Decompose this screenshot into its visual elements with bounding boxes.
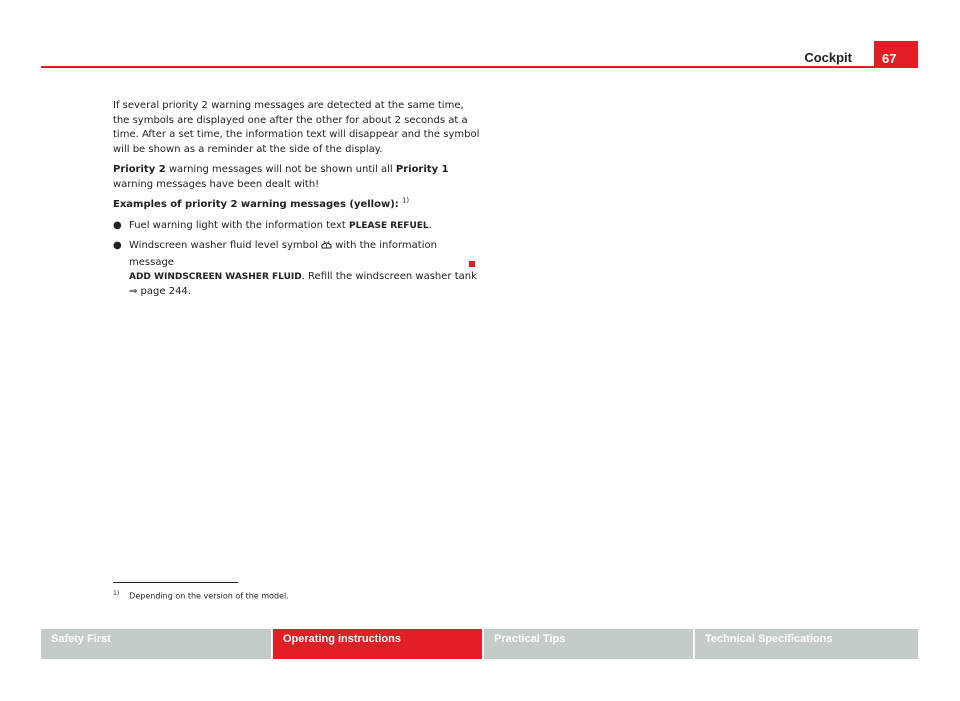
header-rule — [41, 66, 918, 68]
bullet-icon: ● — [113, 219, 122, 231]
washer-fluid-text-end: . Refill the windscreen washer tank — [301, 271, 477, 282]
footnote — [113, 590, 289, 601]
washer-fluid-text: Windscreen washer fluid level symbol — [129, 240, 322, 251]
please-refuel-message: PLEASE REFUEL — [349, 220, 429, 231]
main-content — [113, 99, 481, 305]
list-item-fuel-warning — [113, 219, 481, 234]
page-title: Cockpit — [804, 50, 852, 65]
washer-fluid-text-mid: with the information message — [129, 240, 437, 268]
footnote-text: Depending on the version of the model. — [129, 591, 289, 601]
nav-tab-practical-tips[interactable]: Practical Tips — [484, 629, 693, 659]
examples-heading — [113, 198, 481, 213]
footnote-reference[interactable]: 1) — [401, 196, 410, 205]
paragraph-priority-order — [113, 163, 481, 192]
footnote-rule — [113, 582, 238, 583]
nav-tab-operating-instructions[interactable]: Operating instructions — [273, 629, 482, 659]
section-end-marker — [469, 261, 475, 267]
fuel-warning-text: Fuel warning light with the information text — [129, 219, 350, 231]
fuel-warning-end: . — [428, 219, 432, 231]
bullet-icon: ● — [113, 240, 122, 251]
paragraph-priority-2-display: If several priority 2 warning messages are detected at the same time, the symbols are displayed one after the other for about 2 seconds at a time. After a set time, the information text will disappear and the symbol will be shown as a reminder at the side of the display. — [113, 100, 480, 155]
nav-tab-technical-specifications[interactable]: Technical Specifications — [695, 629, 918, 659]
list-item-washer-fluid — [113, 239, 481, 299]
priority-1-label: Priority 1 — [395, 164, 449, 175]
priority-2-label: Priority 2 — [113, 164, 166, 175]
page-reference-link[interactable]: ⇒ page 244. — [129, 285, 191, 297]
page-number: 67 — [874, 41, 918, 68]
nav-tab-safety-first[interactable]: Safety First — [41, 629, 271, 659]
priority-text-mid: warning messages will not be shown until all — [165, 164, 396, 175]
footer-navigation — [41, 629, 918, 659]
footnote-mark: 1) — [113, 590, 120, 597]
add-washer-fluid-message: ADD WINDSCREEN WASHER FLUID — [129, 272, 302, 282]
windscreen-washer-icon — [321, 240, 332, 256]
priority-text-end: warning messages have been dealt with! — [113, 178, 320, 190]
examples-heading-text: Examples of priority 2 warning messages (yellow): — [113, 199, 399, 210]
